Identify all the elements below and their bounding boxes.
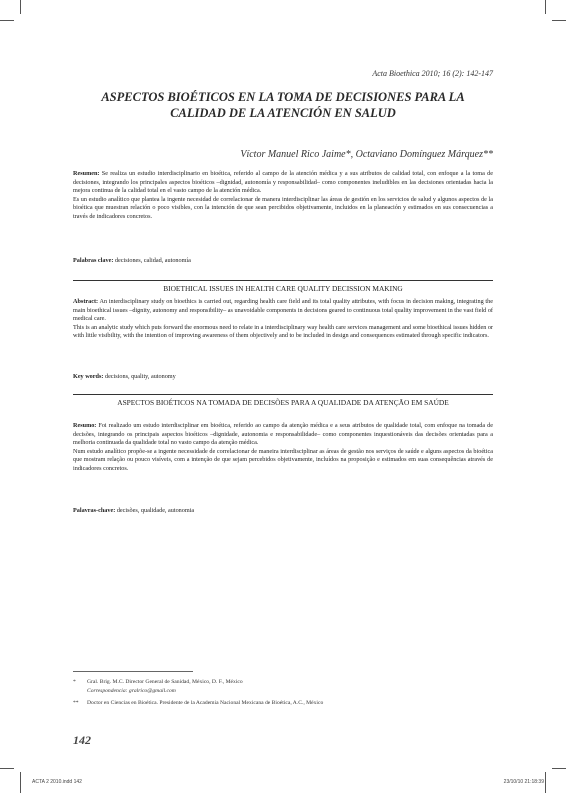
- keywords-english: [73, 373, 493, 382]
- keywords-spanish: [73, 257, 493, 266]
- crop-mark: [20, 0, 21, 14]
- abstract-text: Es un estudio analítico que plantea la ingente necesidad de correlacionar de manera interdisciplinar las áreas de gestión en los servicios de salud y algunos aspectos de la bioética que muestran relación o poco visibles, con la intención de que sean percibidos objetivamente, incluidos en la planeación y estimados en sus consecuencias a través de indicadores concretos.: [73, 195, 493, 220]
- article-title: ASPECTOS BIOÉTICOS EN LA TOMA DE DECISIONES PARA LA CALIDAD DE LA ATENCIÓN EN SALUD: [101, 90, 465, 120]
- article-authors: Víctor Manuel Rico Jaime*, Octaviano Domínguez Márquez**: [240, 149, 493, 160]
- footnote-1: [73, 678, 493, 696]
- crop-mark: [0, 768, 14, 769]
- abstract-spanish: [73, 170, 493, 222]
- abstract-text: Foi realizado um estudo interdisciplinar em bioética, referido ao campo da atenção médica e a seus atributos de qualidade total, com enfoque na tomada de decisões, integrando os principais aspectos bioéticos –dignidade, autonomia e responsabilidade– como componentes inquestionáveis das decisões orientadas para a melhoria continuada da qualidade total no vasto campo da atenção médica.: [73, 422, 494, 447]
- page-number: 142: [73, 733, 91, 747]
- keywords-label: Key words:: [73, 373, 104, 380]
- keywords-portuguese: [73, 507, 493, 516]
- abstract-paragraph: [73, 170, 493, 196]
- crop-mark: [0, 20, 14, 21]
- keywords-label: Palavras-chave:: [73, 507, 116, 514]
- keywords-text: decisiones, calidad, autonomía: [114, 257, 191, 264]
- footnote-mark: *: [73, 679, 76, 685]
- crop-mark: [545, 772, 546, 793]
- crop-mark: [552, 20, 566, 21]
- section-divider: [73, 394, 493, 395]
- abstract-text: Num estudo analítico propõe-se a ingente necessidade de correlacionar de maneira interdisciplinar as áreas de gestão nos serviços de saúde e alguns aspectos da bioética que mostram relação ou pouco visíveis, com a intenção de que sejam percebidos objetivamente, incluídos na proposição e estimados em suas consequências através de indicadores concretos.: [73, 447, 493, 472]
- section-title-portuguese: ASPECTOS BIOÉTICOS NA TOMADA DE DECISÕES PARA A QUALIDADE DA ATENÇÃO EM SAÚDE: [117, 398, 449, 407]
- crop-mark: [545, 0, 546, 14]
- abstract-label: Resumo:: [73, 422, 97, 429]
- footnote-2: [73, 699, 493, 708]
- abstract-paragraph: [73, 422, 493, 448]
- crop-mark: [20, 772, 21, 793]
- footnote-correspondence: Correspondencia: gralrico@gmail.com: [87, 688, 176, 694]
- abstract-text: Se realiza un estudio interdisciplinario en bioética, referido al campo de la atención médica y a sus atributos de calidad total, con enfoque a la toma de decisiones, integrando los principales aspectos bioéticos –dignidad, autonomía y responsabilidad– como componentes ineludibles en las decisiones orientadas hacia la mejora continua de la calidad total en el vasto campo de la atención médica.: [73, 170, 494, 195]
- journal-reference: Acta Bioethica 2010; 16 (2): 142-147: [372, 69, 493, 78]
- print-slug-date: 23/10/10 21:18:39: [503, 779, 544, 785]
- abstract-label: Resumen:: [73, 170, 100, 177]
- footnote-text: Gral. Brig. M.C. Director General de Sanidad, México, D. F., México: [87, 679, 243, 685]
- abstract-portuguese: [73, 422, 493, 474]
- footnote-mark: **: [73, 700, 79, 706]
- abstract-text: This is an analytic study which puts forward the enormous need to relate in a interdisciplinary way health care services management and some bioethical issues hidden or with little visibility, with the intention of improving awareness of them objectively and to be included in design and consequences estimated through specific indicators.: [73, 323, 493, 340]
- abstract-paragraph: [73, 196, 493, 222]
- keywords-text: decisões, qualidade, autonomia: [116, 507, 195, 514]
- abstract-paragraph: [73, 298, 493, 324]
- abstract-english: [73, 298, 493, 341]
- abstract-text: An interdisciplinary study on bioethics is carried out, regarding health care field and its total quality attributes, with focus in decision making, integrating the main bioethical issues –dignity, autonomy and responsibility– as unavoidable components in decisions geared to continuous total quality improvement in the vast field of medical care.: [73, 298, 493, 323]
- keywords-label: Palabras clave:: [73, 257, 114, 264]
- footnote-divider: [73, 671, 193, 672]
- section-divider: [73, 280, 493, 281]
- crop-mark: [552, 768, 566, 769]
- section-title-english: BIOETHICAL ISSUES IN HEALTH CARE QUALITY DECISSION MAKING: [163, 284, 403, 293]
- print-slug-file: ACTA 2 2010.indd 142: [32, 779, 82, 785]
- footnote-text: Doctor en Ciencias en Bioética. Presidente de la Academia Nacional Mexicana de Bioética, A.C., México: [87, 700, 324, 706]
- keywords-text: decisions, quality, autonomy: [104, 373, 176, 380]
- abstract-label: Abstract:: [73, 298, 99, 305]
- abstract-paragraph: [73, 324, 493, 341]
- abstract-paragraph: [73, 448, 493, 474]
